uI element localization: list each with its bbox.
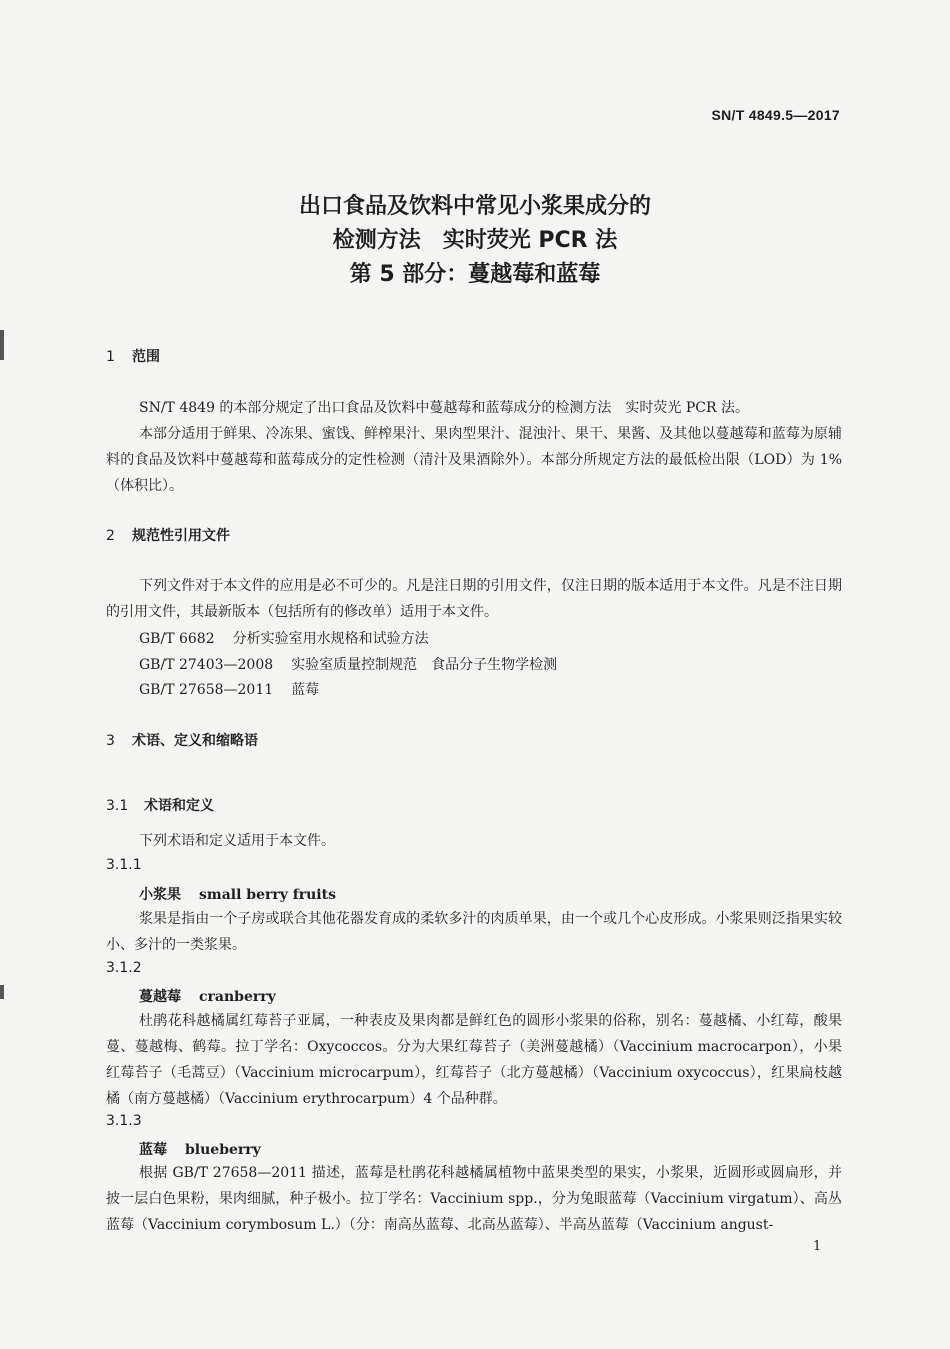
scope-paragraph-2: 本部分适用于鲜果、冷冻果、蜜饯、鲜榨果汁、果肉型果汁、混浊汁、果干、果酱、及其他以蔓越莓和蓝莓为原辅料的食品及饮料中蔓越莓和蓝莓成分的定性检测（清汁及果酒除外）。本部分所规定方法的最低检出限（LOD）为 1%（体积比）。 bbox=[106, 426, 842, 494]
normative-intro: 下列文件对于本文件的应用是必不可少的。凡是注日期的引用文件，仅注日期的版本适用于本文件。凡是不注日期的引用文件，其最新版本（包括所有的修改单）适用于本文件。 bbox=[106, 578, 842, 620]
page-number: 1 bbox=[813, 1239, 822, 1254]
section-1-heading bbox=[106, 346, 160, 366]
reference-title: 实验室质量控制规范 食品分子生物学检测 bbox=[291, 657, 558, 673]
reference-title: 蓝莓 bbox=[291, 682, 320, 698]
term-definition: 根据 GB/T 27658—2011 描述，蓝莓是杜鹃花科越橘属植物中蓝果类型的果实，小浆果，近圆形或圆扁形，并披一层白色果粉，果肉细腻，种子极小。拉丁学名：Vaccinium spp.，分为兔眼蓝莓（Vaccinium virgatum）、高丛蓝莓（Vaccinium corymbosum L.）（分：南高丛蓝莓、北高丛蓝莓）、半高丛蓝莓（Vaccinium angust- bbox=[106, 1165, 842, 1233]
scan-edge-mark bbox=[0, 985, 4, 999]
section-number: 2 bbox=[106, 528, 115, 544]
section-number: 3 bbox=[106, 733, 115, 749]
term-heading bbox=[139, 884, 336, 904]
reference-code: GB/T 27658—2011 bbox=[139, 682, 274, 698]
reference-item bbox=[139, 628, 429, 648]
term-english: small berry fruits bbox=[199, 887, 336, 903]
section-number: 3.1 bbox=[106, 798, 129, 814]
term-english: cranberry bbox=[199, 989, 276, 1005]
reference-item bbox=[139, 679, 319, 699]
standard-number: SN/T 4849.5—2017 bbox=[711, 107, 840, 123]
term-number: 3.1.3 bbox=[106, 1113, 142, 1129]
section-2-heading bbox=[106, 525, 230, 545]
reference-code: GB/T 6682 bbox=[139, 631, 215, 647]
section-number: 1 bbox=[106, 349, 115, 365]
title-line-3: 第 5 部分：蔓越莓和蓝莓 bbox=[349, 262, 601, 287]
term-chinese: 小浆果 bbox=[139, 887, 181, 903]
section-3-1-heading bbox=[106, 795, 214, 815]
term-heading bbox=[139, 1139, 261, 1159]
term-definition: 浆果是指由一个子房或联合其他花器发育成的柔软多汁的肉质单果，由一个或几个心皮形成。小浆果则泛指果实较小、多汁的一类浆果。 bbox=[106, 911, 842, 953]
section-title: 规范性引用文件 bbox=[132, 528, 230, 544]
term-number: 3.1.2 bbox=[106, 960, 142, 976]
reference-title: 分析实验室用水规格和试验方法 bbox=[232, 631, 429, 647]
section-title: 术语、定义和缩略语 bbox=[132, 733, 258, 749]
section-title: 术语和定义 bbox=[144, 798, 214, 814]
section-title: 范围 bbox=[132, 349, 160, 365]
term-english: blueberry bbox=[185, 1142, 261, 1158]
terms-intro: 下列术语和定义适用于本文件。 bbox=[139, 833, 335, 849]
term-heading bbox=[139, 986, 276, 1006]
reference-item bbox=[139, 654, 557, 674]
term-chinese: 蔓越莓 bbox=[139, 989, 181, 1005]
title-line-1: 出口食品及饮料中常见小浆果成分的 bbox=[298, 194, 651, 219]
reference-code: GB/T 27403—2008 bbox=[139, 657, 274, 673]
scope-paragraph-1: SN/T 4849 的本部分规定了出口食品及饮料中蔓越莓和蓝莓成分的检测方法 实时荧光 PCR 法。 bbox=[139, 400, 749, 416]
term-definition: 杜鹃花科越橘属红莓苔子亚属，一种表皮及果肉都是鲜红色的圆形小浆果的俗称，别名：蔓越橘、小红莓，酸果蔓、蔓越梅、鹤莓。拉丁学名：Oxycoccos。分为大果红莓苔子（美洲蔓越橘）（Vaccinium macrocarpon），小果红莓苔子（毛蒿豆）（Vaccinium microcarpum），红莓苔子（北方蔓越橘）（Vaccinium oxycoccus），红果扁枝越橘（南方蔓越橘）（Vaccinium erythrocarpum）4 个品种群。 bbox=[106, 1013, 842, 1107]
term-number: 3.1.1 bbox=[106, 857, 142, 873]
section-3-heading bbox=[106, 730, 258, 750]
title-line-2: 检测方法 实时荧光 PCR 法 bbox=[332, 228, 618, 253]
term-chinese: 蓝莓 bbox=[139, 1142, 167, 1158]
scan-edge-mark bbox=[0, 330, 4, 360]
